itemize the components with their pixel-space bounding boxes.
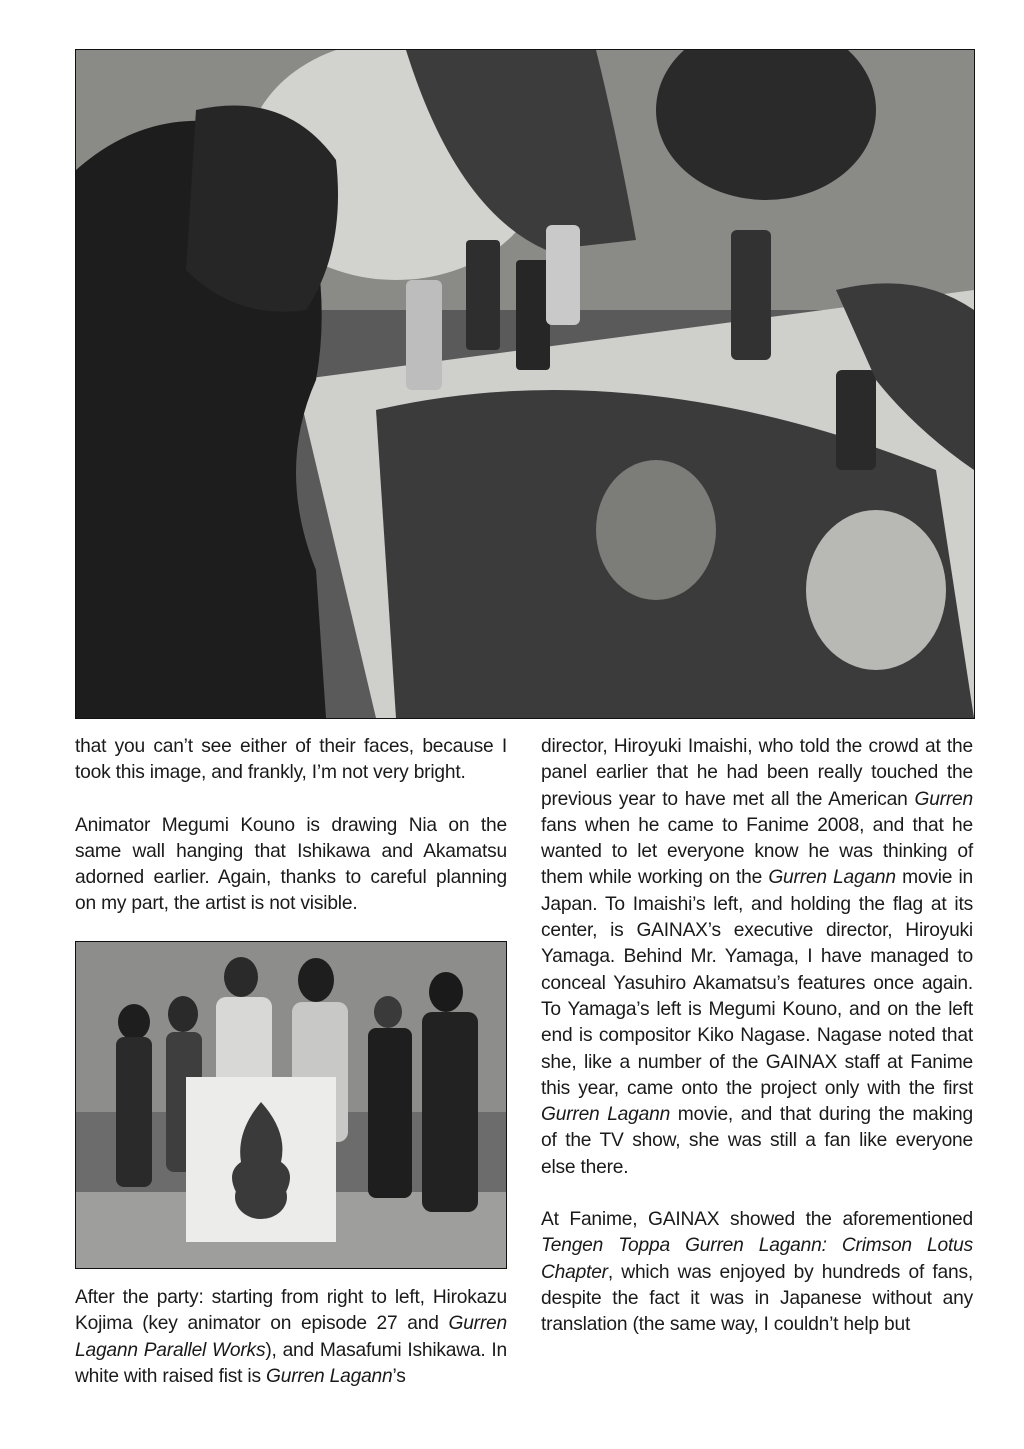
right-column: [541, 734, 973, 1339]
paragraph-fanime-screening: At Fanime, GAINAX showed the aforementioned Tengen Toppa Gurren Lagann: Crimson Lotus Chapter, which was enjoyed by hundreds of fans, despite the fact it was in Japanese without any translation (the same way, I couldn’t help but: [541, 1209, 973, 1336]
photo-group-holding-flag-icon: [76, 942, 506, 1268]
photo-artist-drawing: [75, 49, 975, 719]
caption-top-photo-end: that you can’t see either of their faces, because I took this image, and frankly, I’m not very bright.: [75, 736, 507, 784]
caption-after-party: After the party: starting from right to left, Hirokazu Kojima (key animator on episode 27 and Gurren Lagann Parallel Works), and Masafumi Ishikawa. In white with raised fist is Gurren Lagann’s: [75, 1287, 507, 1387]
caption-animator-drawing: Animator Megumi Kouno is drawing Nia on the same wall hanging that Ishikawa and Akamatsu adorned earlier. Again, thanks to careful planning on my part, the artist is not visible.: [75, 814, 507, 915]
left-column-upper: [75, 734, 507, 918]
photo-artist-drawing-on-banner-icon: [76, 50, 974, 718]
photo-group: [75, 941, 507, 1269]
left-column-lower: [75, 1285, 507, 1390]
paragraph-imaishi: director, Hiroyuki Imaishi, who told the crowd at the panel earlier that he had been really touched the previous year to have met all the American Gurren fans when he came to Fanime 2008, and that he wanted to let everyone know he was thinking of them while working on the Gurren Lagann movie in Japan. To Imaishi’s left, and holding the flag at its center, is GAINAX’s executive director, Hiroyuki Yamaga. Behind Mr. Yamaga, I have managed to conceal Yasuhiro Akamatsu’s features once again. To Yamaga’s left is Megumi Kouno, and on the left end is compositor Kiko Nagase. Nagase noted that she, like a number of the GAINAX staff at Fanime this year, came onto the project only with the first Gurren Lagann movie, and that during the making of the TV show, she was still a fan like everyone else there.: [541, 736, 973, 1178]
